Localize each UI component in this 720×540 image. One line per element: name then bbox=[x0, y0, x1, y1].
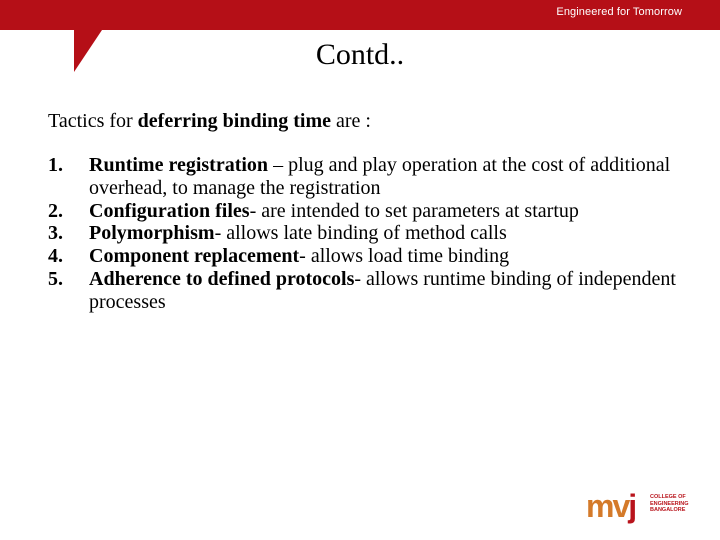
list-item-description: – plug and play operation at the cost of additional overhead, to manage the registration bbox=[89, 154, 671, 199]
list-item-description: - allows load time binding bbox=[299, 245, 510, 268]
logo-brand-j: j bbox=[628, 488, 636, 524]
intro-prefix: Tactics for bbox=[48, 110, 138, 132]
list-item bbox=[48, 245, 698, 268]
list-item bbox=[48, 222, 698, 245]
list-item-text bbox=[89, 268, 698, 314]
list-item bbox=[48, 200, 698, 223]
list-item-text bbox=[89, 222, 698, 245]
list-item bbox=[48, 154, 698, 200]
logo-brand-mark bbox=[586, 490, 635, 522]
logo-brand-mv: mv bbox=[586, 488, 629, 524]
list-item-number: 3. bbox=[48, 222, 63, 245]
list-item-number: 4. bbox=[48, 245, 63, 268]
list-item-description: - allows runtime binding of independent processes bbox=[89, 267, 676, 313]
list-item-description: - allows late binding of method calls bbox=[214, 222, 507, 245]
intro-line bbox=[48, 110, 371, 133]
list-item-text bbox=[89, 154, 698, 200]
list-item-text bbox=[89, 200, 698, 223]
intro-bold: deferring binding time bbox=[137, 110, 332, 132]
header-tagline: Engineered for Tomorrow bbox=[556, 6, 682, 18]
logo-line-1: COLLEGE OF bbox=[650, 494, 686, 500]
tactics-list bbox=[48, 154, 698, 326]
slide-title-text: Contd.. bbox=[315, 38, 405, 71]
list-item-description: - are intended to set parameters at startup bbox=[249, 199, 579, 222]
list-item-term: Runtime registration bbox=[89, 154, 269, 176]
list-item-term: Component replacement bbox=[89, 245, 300, 268]
logo-line-2: ENGINEERING bbox=[650, 500, 689, 507]
list-item-number: 5. bbox=[48, 267, 63, 290]
header-bar bbox=[0, 0, 720, 30]
list-item bbox=[48, 268, 698, 314]
college-logo bbox=[586, 490, 698, 524]
list-item-number: 1. bbox=[48, 154, 63, 176]
list-item-term: Adherence to defined protocols bbox=[89, 267, 355, 290]
logo-subtitle bbox=[650, 494, 689, 514]
intro-suffix: are : bbox=[331, 110, 371, 132]
list-item-term: Configuration files bbox=[89, 199, 250, 222]
list-item-number: 2. bbox=[48, 199, 63, 222]
slide-title bbox=[0, 38, 720, 72]
list-item-text bbox=[89, 245, 698, 268]
logo-line-3: BANGALORE bbox=[650, 507, 686, 513]
list-item-term: Polymorphism bbox=[89, 222, 215, 245]
